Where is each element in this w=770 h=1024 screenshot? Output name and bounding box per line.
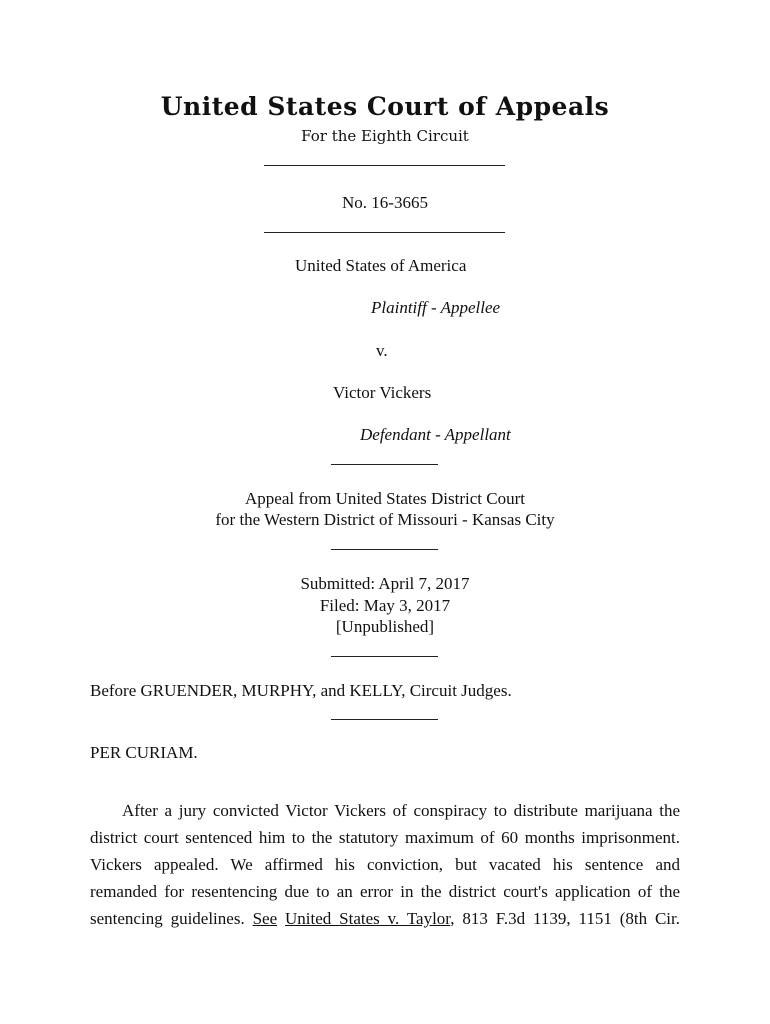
- panel-judges: Before GRUENDER, MURPHY, and KELLY, Circuit Judges.: [90, 681, 512, 700]
- court-title: United States Court of Appeals: [160, 92, 610, 121]
- appeal-line-2: for the Western District of Missouri - Kansas City: [215, 510, 555, 529]
- opinion-paragraph: [90, 797, 680, 932]
- divider-rule: [331, 656, 438, 657]
- citation-prefix: sentencing guidelines.: [90, 909, 253, 928]
- opinion-line-citation: [90, 905, 680, 932]
- opinion-line: Vickers appealed. We affirmed his conviction, but vacated his sentence and: [90, 855, 680, 874]
- plaintiff-name: United States of America: [295, 256, 467, 275]
- filed-date: Filed: May 3, 2017: [319, 596, 451, 615]
- divider-rule: [331, 719, 438, 720]
- citation-case-name: United States v. Taylor: [285, 909, 451, 928]
- defendant-role: Defendant - Appellant: [360, 425, 511, 444]
- divider-rule: [264, 165, 505, 166]
- citation-reporter: , 813 F.3d 1139, 1151 (8th Cir.: [450, 909, 681, 928]
- case-number: No. 16-3665: [342, 193, 428, 212]
- divider-rule: [331, 549, 438, 550]
- publication-status: [Unpublished]: [335, 617, 435, 636]
- versus-label: v.: [376, 341, 388, 360]
- divider-rule: [331, 464, 438, 465]
- appeal-line-1: Appeal from United States District Court: [245, 489, 525, 508]
- opinion-author: PER CURIAM.: [90, 743, 198, 762]
- plaintiff-role: Plaintiff - Appellee: [371, 298, 501, 317]
- opinion-line: district court sentenced him to the statutory maximum of 60 months imprisonment.: [90, 828, 680, 847]
- citation-signal: See: [252, 909, 278, 928]
- divider-rule: [264, 232, 505, 233]
- submitted-date: Submitted: April 7, 2017: [300, 574, 470, 593]
- opinion-line: After a jury convicted Victor Vickers of conspiracy to distribute marijuana the: [122, 801, 680, 820]
- court-subtitle: For the Eighth Circuit: [301, 127, 469, 145]
- defendant-name: Victor Vickers: [333, 383, 432, 402]
- opinion-line: remanded for resentencing due to an error in the district court's application of the: [90, 882, 680, 901]
